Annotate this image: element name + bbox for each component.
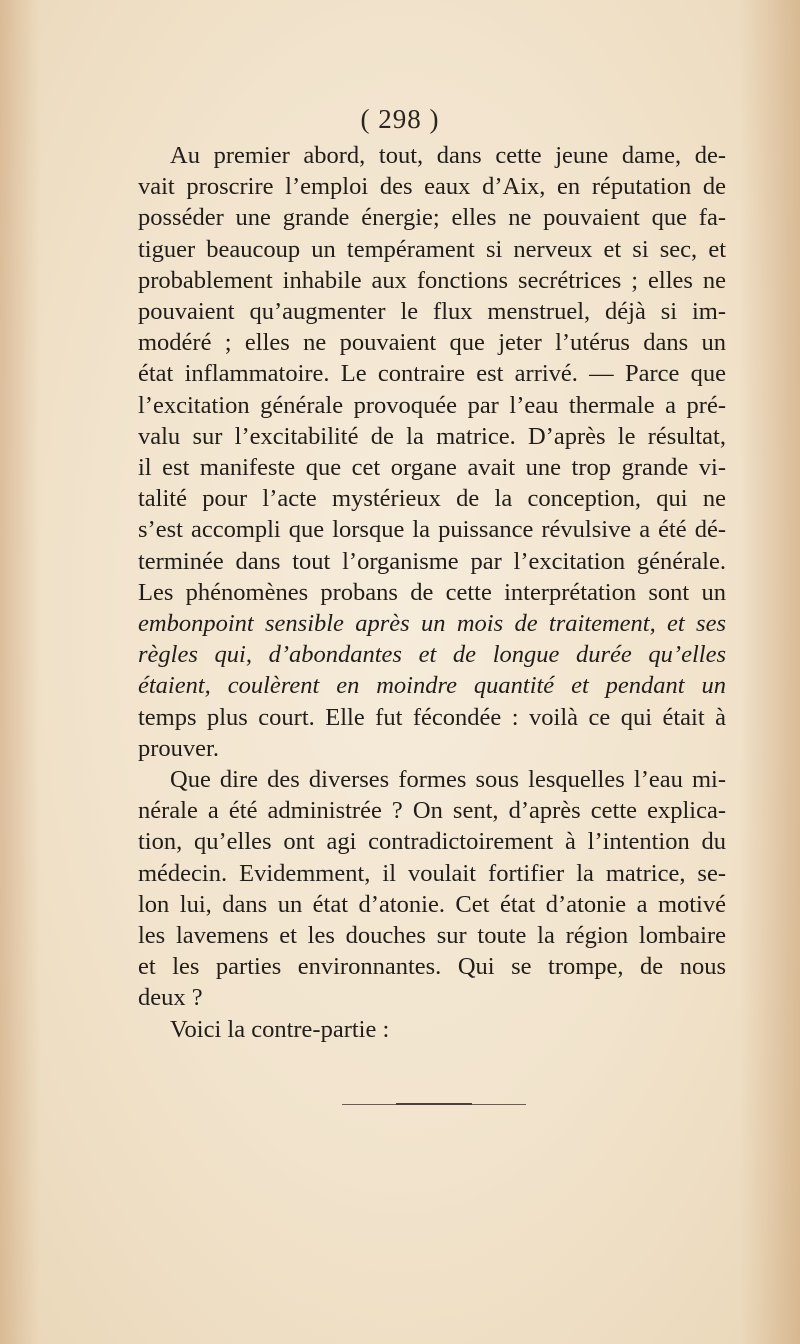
text-line: probablement inhabile aux fonctions secrétrices ; elles ne <box>138 266 726 294</box>
text-line: embonpoint sensible après un mois de traitement, et ses <box>138 610 726 638</box>
text-line: deux ? <box>138 984 203 1012</box>
text-line: temps plus court. Elle fut fécondée : voilà ce qui était à <box>138 703 726 731</box>
page-edge-shadow-right <box>740 0 800 1344</box>
text-line: tion, qu’elles ont agi contradictoirement à l’intention du <box>138 828 726 856</box>
text-line: Que dire des diverses formes sous lesquelles l’eau mi- <box>170 766 726 794</box>
text-line: Voici la contre-partie : <box>170 1015 390 1043</box>
text-line: médecin. Evidemment, il voulait fortifier la matrice, se- <box>138 859 726 887</box>
text-line: terminée dans tout l’organisme par l’excitation générale. <box>138 547 726 575</box>
text-line: vait proscrire l’emploi des eaux d’Aix, en réputation de <box>138 173 726 201</box>
paragraph-2 <box>138 764 726 1014</box>
text-line: règles qui, d’abondantes et de longue durée qu’elles <box>138 641 726 669</box>
page-number: ( 298 ) <box>360 104 440 134</box>
text-line: prouver. <box>138 734 219 762</box>
text-line: nérale a été administrée ? On sent, d’après cette explica- <box>138 797 726 825</box>
text-line: talité pour l’acte mystérieux de la conception, qui ne <box>138 485 726 513</box>
text-line: posséder une grande énergie; elles ne pouvaient que fa- <box>138 204 726 232</box>
text-line: et les parties environnantes. Qui se trompe, de nous <box>138 953 726 981</box>
text-line: étaient, coulèrent en moindre quantité et pendant un <box>138 672 726 700</box>
text-line: tiguer beaucoup un tempérament si nerveux et si sec, et <box>138 235 726 263</box>
text-line: Au premier abord, tout, dans cette jeune dame, de- <box>170 142 726 169</box>
text-line: l’excitation générale provoquée par l’eau thermale a pré- <box>138 391 726 419</box>
paragraph-3 <box>138 1014 726 1045</box>
text-line: lon lui, dans un état d’atonie. Cet état d’atonie a motivé <box>138 890 726 918</box>
page-edge-shadow-left <box>0 0 40 1344</box>
text-line: il est manifeste que cet organe avait une trop grande vi- <box>138 454 726 482</box>
text-line: modéré ; elles ne pouvaient que jeter l’utérus dans un <box>138 329 726 357</box>
text-line: les lavemens et les douches sur toute la région lombaire <box>138 922 726 950</box>
text-line: pouvaient qu’augmenter le flux menstruel, déjà si im- <box>138 298 726 326</box>
text-line: état inflammatoire. Le contraire est arrivé. — Parce que <box>138 360 726 388</box>
text-line: valu sur l’excitabilité de la matrice. D’après le résultat, <box>138 422 726 450</box>
text-line: s’est accompli que lorsque la puissance révulsive a été dé- <box>138 516 726 544</box>
section-divider-center <box>396 1103 472 1105</box>
body-text <box>138 140 726 1045</box>
text-line: Les phénomènes probans de cette interprétation sont un <box>138 578 726 606</box>
paragraph-1 <box>138 140 726 764</box>
